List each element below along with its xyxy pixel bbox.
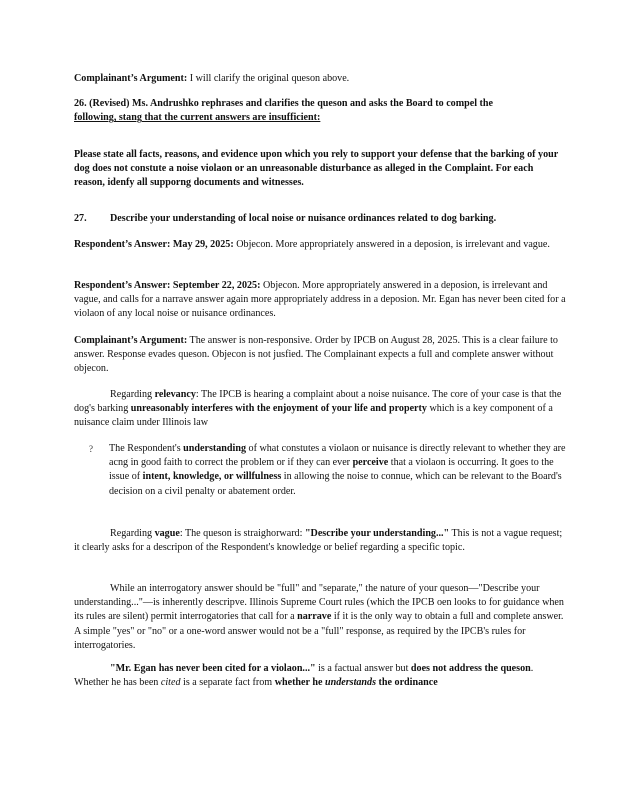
text: The answer is non-responsive. Order by IPCB on August 28, 2025. This is a clear failure to answer. Response evades queson. Objecon is not jusfied. The Complainant expects a full and complete answer without objecon. [74, 335, 558, 375]
label: Complainant’s Argument: [74, 335, 188, 346]
complainant-argument-2 [74, 334, 566, 377]
bold-term: perceive [352, 457, 389, 469]
text: if it is the only way to obtain a full and complete answer. A simple "yes" or "no" or a one-word answer would not be a "full" response, as required by the IPCB's rules for interrogatories. [74, 611, 564, 651]
bold-phrase: unreasonably interferes with the enjoyment of your life and property [130, 403, 427, 415]
complainant-argument-1 [74, 72, 566, 86]
bold-italic-term: understands [324, 677, 377, 689]
vague-paragraph [74, 527, 566, 555]
text: in allowing the noise to connue, which can be relevant to the Board's decision on a civil penalty or abatement order. [109, 471, 562, 497]
number: 27. [74, 213, 87, 224]
text: . Whether he has been [74, 663, 534, 689]
text: is a separate fact from [180, 677, 275, 689]
label: Respondent’s Answer: September 22, 2025: [74, 280, 261, 291]
bold-phrase: the ordinance [376, 677, 438, 689]
respondent-answer-may [74, 238, 566, 252]
text: Objecon. More appropriately answered in a deposion, is irrelevant and vague. [233, 239, 550, 250]
interrogatory-paragraph [74, 582, 566, 653]
text: The Respondent's [109, 443, 184, 454]
bold-phrase: whether he [274, 677, 325, 689]
bold-quote: "Describe your understanding..." [304, 528, 450, 539]
bold-term: narrave [297, 611, 332, 623]
label: Respondent’s Answer: May 29, 2025: [74, 239, 234, 250]
bold-phrase: intent, knowledge, or willfulness [142, 471, 282, 483]
respondent-answer-september [74, 279, 566, 322]
text: that a violaon is occurring. It goes to the issue of [109, 457, 554, 483]
text: is a factual answer but [315, 663, 411, 674]
question-27 [74, 212, 566, 226]
text: Regarding [110, 528, 155, 539]
text: : The queson is straighorward: [179, 528, 305, 539]
bullet-understanding [89, 442, 566, 499]
bullet-icon: ? [89, 444, 93, 454]
bold-term: relevancy [154, 389, 196, 400]
text: I will clarify the original queson above. [189, 73, 350, 84]
text: Objecon. More appropriately answered in a deposion, is irrelevant and vague, and calls for a narrave answer again more appropriately address in a deposion. Mr. Egan has never been cited for a violaon of any local noise or nuisance ordinances. [74, 280, 566, 320]
line-1: 26. (Revised) Ms. Andrushko rephrases and clarifies the queson and asks the Board to compel the [74, 98, 494, 109]
text: Please state all facts, reasons, and evidence upon which you rely to support your defense that the barking of your dog does not constute a noise violaon or an unreasonable disturbance as alleged in the Complaint. For each reason, idenfy all supporng documents and witnesses. [74, 149, 559, 189]
bold-term: vague [154, 528, 180, 539]
revised-question-26 [74, 97, 566, 125]
bold-phrase: does not address the queson [410, 663, 531, 674]
text: Regarding [110, 389, 155, 400]
question-26-text [74, 148, 566, 191]
text: While an interrogatory answer should be "full" and "separate," the nature of your queson—"Describe your understanding..."—is inherently descripve. Illinois Supreme Court rules (which the IPCB oen looks to for guidance when its rules are silent) permit interrogatories that call for a [74, 583, 564, 623]
relevancy-paragraph [74, 388, 566, 431]
italic-term: cited [160, 677, 181, 689]
cited-paragraph [74, 662, 566, 690]
text: : The IPCB is hearing a complaint about a noise nuisance. The core of your case is that the dog's barking [74, 389, 562, 415]
line-2: following, stang that the current answers are insufficient: [74, 112, 321, 124]
bold-quote: "Mr. Egan has never been cited for a violaon..." [110, 663, 316, 674]
text: of what constutes a violaon or nuisance is directly relevant to whether they are acng in good faith to correct the problem or if they can ever [109, 443, 566, 469]
text: Describe your understanding of local noise or nuisance ordinances related to dog barking. [110, 213, 497, 224]
label: Complainant’s Argument: [74, 73, 188, 84]
text: This is not a vague request; it clearly asks for a descripon of the Respondent's knowledge or belief regarding a specific topic. [74, 528, 563, 554]
bold-term: understanding [183, 443, 246, 454]
text: which is a key component of a nuisance claim under Illinois law [74, 403, 553, 429]
